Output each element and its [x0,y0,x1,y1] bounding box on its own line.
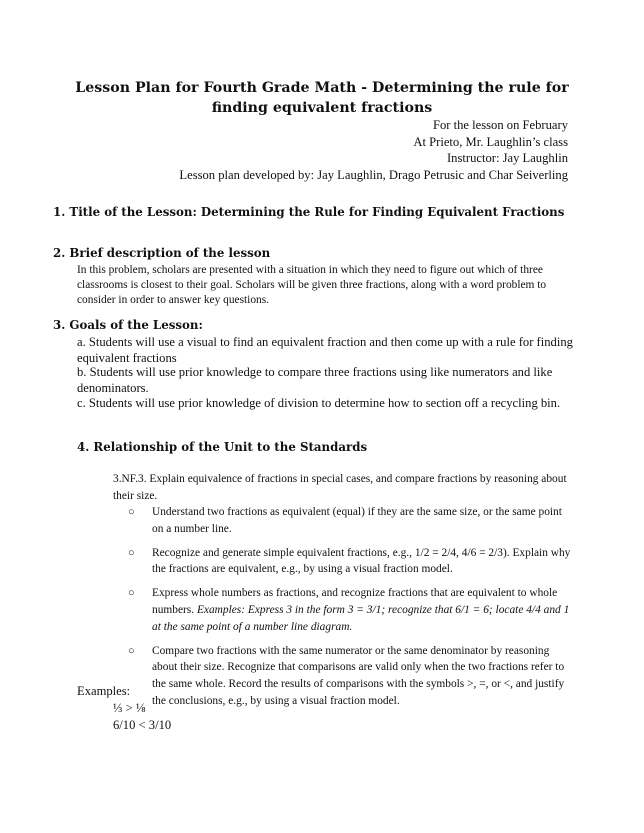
examples-label: Examples: [77,684,131,698]
section-4-heading: 4. Relationship of the Unit to the Standards [77,440,368,454]
list-item: ○ Express whole numbers as fractions, and recognize fractions that are equivalent to whole numbers. Examples: Express 3 in the form 3 = 3/1; recognize that 6/1 = 6; locate 4/4 and 1 at the same point of a number line diagram. [128,587,570,633]
bullet-circle-icon: ○ [128,506,135,518]
bullet-circle-icon: ○ [128,546,135,559]
list-item: ○ Recognize and generate simple equivalent fractions, e.g., 1/2 = 2/4, 4/6 = 2/3). Explain why the fractions are equivalent, e.g., by using a visual fraction model. [128,546,571,576]
goal-b: b. Students will use prior knowledge to compare three fractions using like numerators and like denominators. [77,365,553,396]
standard-3nf3: 3.NF.3. Explain equivalence of fractions in special cases, and compare fractions by reasoning about their size. [113,473,567,502]
example-2: 6/10 < 3/10 [113,718,172,732]
section-2-description: In this problem, scholars are presented with a situation in which they need to figure out which of three classrooms is closest to their goal. Scholars will be given three fractions, along with a word problem to consider in order to answer key questions. [77,264,547,307]
section-2-heading: 2. Brief description of the lesson [53,246,271,260]
meta-developers: Lesson plan developed by: Jay Laughlin, Drago Petrusic and Char Seiverling [179,167,568,182]
list-item: ○ Compare two fractions with the same numerator or the same denominator by reasoning about their size. Recognize that comparisons are valid only when the two fractions refer to the same whole. Record the results of comparisons with the symbols >, =, or <, and justify the conclusions, e.g., by using a visual fraction model. [128,644,565,707]
meta-class: At Prieto, Mr. Laughlin’s class [413,134,568,149]
section-1-heading: 1. Title of the Lesson: Determining the Rule for Finding Equivalent Fractions [53,205,565,219]
standard-bullet-list [128,504,576,717]
goal-c: c. Students will use prior knowledge of division to determine how to section off a recycling bin. [77,396,561,410]
meta-lesson-date: For the lesson on February [432,118,568,132]
meta-instructor: Instructor: Jay Laughlin [446,151,568,165]
examples-list [113,700,171,734]
example-1: ⅓ > ⅛ [113,701,146,715]
lesson-meta [179,117,568,183]
goal-a: a. Students will use a visual to find an equivalent fraction and then come up with a rule for finding equivalent fractions [77,335,573,366]
section-3-heading: 3. Goals of the Lesson: [53,318,203,332]
bullet-circle-icon: ○ [128,644,135,657]
list-item: ○ Understand two fractions as equivalent (equal) if they are the same size, or the same point on a number line. [128,506,562,535]
bullet-circle-icon: ○ [128,587,135,600]
document-title: Lesson Plan for Fourth Grade Math - Determining the rule for finding equivalent fractions [75,80,569,116]
